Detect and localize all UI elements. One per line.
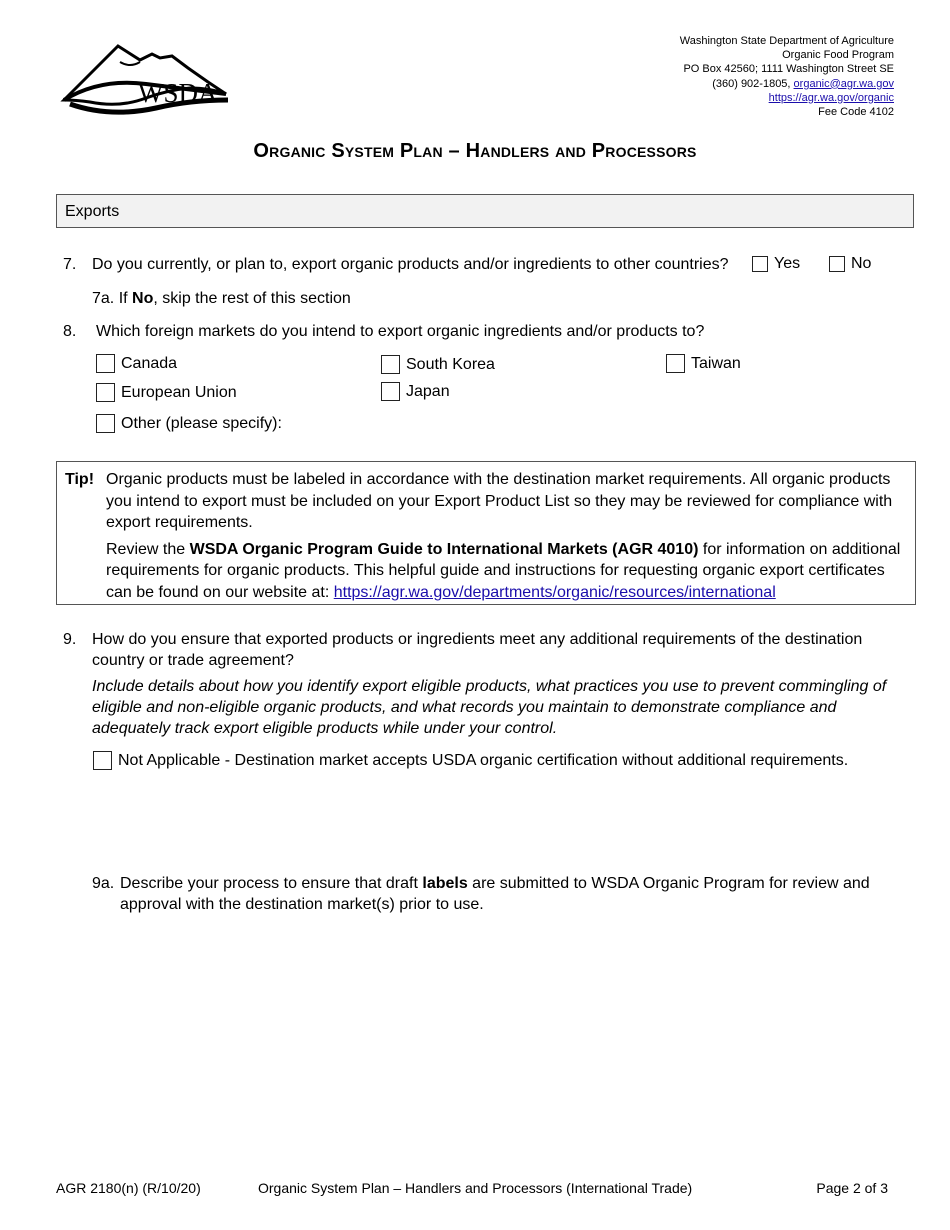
q8-option-south-korea <box>381 355 495 374</box>
tip-p2-mid: for information on additional requirements for organic products. This helpful guide and instructions for requesting organic export certificates can be found on our website at: <box>106 540 901 601</box>
eu-checkbox[interactable] <box>96 383 115 402</box>
q7-no-checkbox[interactable] <box>829 256 845 272</box>
tip-paragraph-1: Organic products must be labeled in accordance with the destination market requirements. All organic products you intend to export must be included on your Export Product List so they may be reviewed for compliance with export requirements. <box>106 471 893 531</box>
page-title: Organic System Plan – Handlers and Processors <box>253 140 697 162</box>
q7-no-option <box>829 255 871 273</box>
email-link[interactable]: organic@agr.wa.gov <box>793 77 894 90</box>
fee-code: Fee Code 4102 <box>818 106 894 119</box>
q7-no-label: No <box>851 255 872 272</box>
q8-option-other <box>96 414 282 433</box>
south-korea-label: South Korea <box>406 355 495 373</box>
not-applicable-checkbox[interactable] <box>93 751 112 770</box>
q8-option-japan <box>381 382 450 401</box>
q9a-text-bold: labels <box>422 875 468 892</box>
q8-option-eu <box>96 383 237 402</box>
not-applicable-label: Not Applicable - Destination market accepts USDA organic certification without additional requirements. <box>118 751 849 769</box>
q8-text: Which foreign markets do you intend to export organic ingredients and/or products to? <box>96 323 705 340</box>
japan-label: Japan <box>406 382 450 400</box>
other-checkbox[interactable] <box>96 414 115 433</box>
tip-paragraph-2 <box>106 539 907 604</box>
q9-number: 9. <box>63 631 77 648</box>
footer-page-number: Page 2 of 3 <box>816 1180 888 1196</box>
q8-number: 8. <box>63 323 77 340</box>
q7-text: Do you currently, or plan to, export organic products and/or ingredients to other countries? <box>92 256 729 273</box>
q9a-text <box>120 873 910 915</box>
q7-number: 7. <box>63 256 77 273</box>
q7a-text-pre: If <box>118 290 133 307</box>
q7-yes-label: Yes <box>774 255 801 272</box>
agency-phone: (360) 902-1805, <box>712 77 791 90</box>
wsda-logo <box>60 38 232 116</box>
q9-instructions: Include details about how you identify export eligible products, what practices you use to prevent commingling of eligible and non-eligible organic products, and what records you maintain to demonstrate compliance and adequately track export eligible products while under your control. <box>92 678 887 737</box>
tip-p2-pre: Review the <box>106 540 190 558</box>
footer-form-id: AGR 2180(n) (R/10/20) <box>56 1180 201 1196</box>
canada-label: Canada <box>121 354 178 372</box>
agency-address: PO Box 42560; 1111 Washington Street SE <box>683 63 894 76</box>
website-link[interactable]: https://agr.wa.gov/organic <box>768 91 894 104</box>
footer-doc-title: Organic System Plan – Handlers and Processors (International Trade) <box>258 1180 693 1196</box>
agency-name: Washington State Department of Agriculture <box>679 35 894 47</box>
south-korea-checkbox[interactable] <box>381 355 400 374</box>
international-markets-link[interactable]: https://agr.wa.gov/departments/organic/resources/international <box>333 583 776 601</box>
q7a-number: 7a. <box>92 290 115 307</box>
tip-box <box>56 461 916 605</box>
guide-title: WSDA Organic Program Guide to International Markets (AGR 4010) <box>189 540 699 558</box>
q9a-number: 9a. <box>92 875 115 892</box>
japan-checkbox[interactable] <box>381 382 400 401</box>
q7-yes-option <box>752 255 800 273</box>
other-label: Other (please specify): <box>121 414 282 432</box>
q9-text: How do you ensure that exported products or ingredients meet any additional requirements of the destination country or trade agreement? <box>92 631 863 669</box>
q9a-text-post: are submitted to WSDA Organic Program for review and approval with the destination market(s) prior to use. <box>120 875 870 913</box>
canada-checkbox[interactable] <box>96 354 115 373</box>
q9-not-applicable-option <box>93 751 848 770</box>
tip-body <box>106 469 907 608</box>
taiwan-checkbox[interactable] <box>666 354 685 373</box>
q7a-text-post: , skip the rest of this section <box>153 290 351 307</box>
tip-label: Tip! <box>65 471 95 488</box>
q9a-text-pre: Describe your process to ensure that draft <box>120 875 423 892</box>
q7-yes-checkbox[interactable] <box>752 256 768 272</box>
program-name: Organic Food Program <box>782 49 894 62</box>
logo-text: WSDA <box>138 78 218 108</box>
agency-phone-line <box>680 77 894 91</box>
taiwan-label: Taiwan <box>691 354 741 372</box>
section-header-exports: Exports <box>56 194 914 228</box>
agency-contact-block <box>680 34 894 119</box>
q7a-text-bold: No <box>132 290 154 307</box>
q8-option-taiwan <box>666 354 741 373</box>
q7a-line <box>92 288 351 309</box>
q8-option-canada <box>96 354 177 373</box>
eu-label: European Union <box>121 383 237 401</box>
